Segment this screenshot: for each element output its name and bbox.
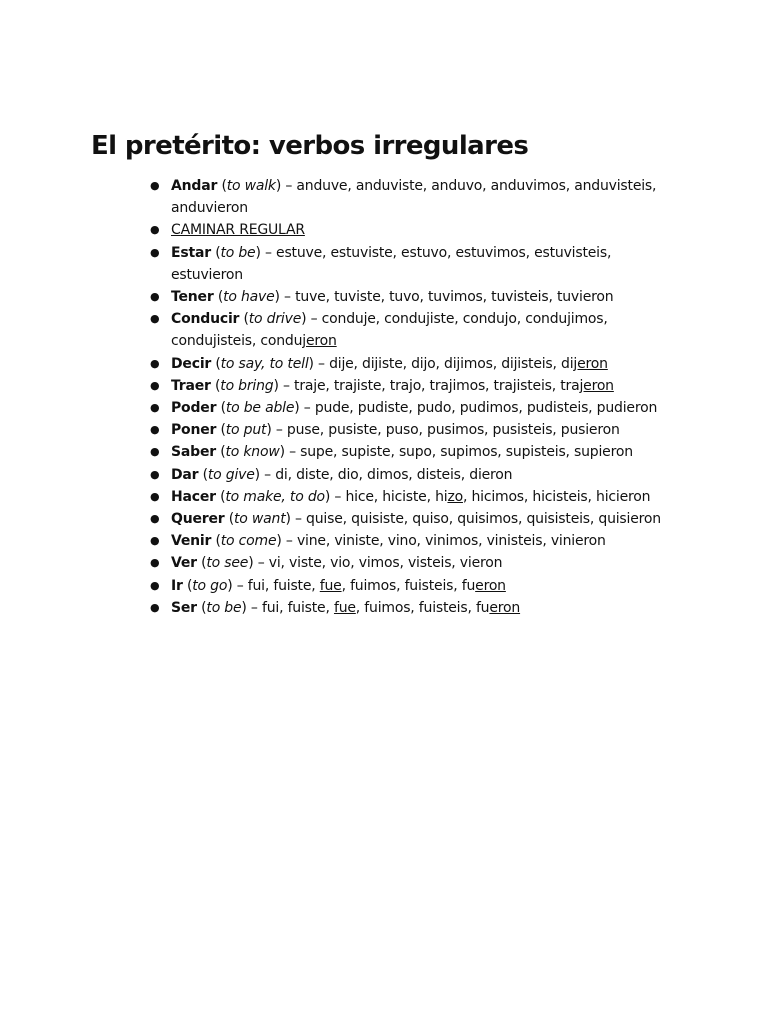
- verb-infinitive: Ver: [171, 555, 197, 572]
- verb-list-item: [0, 530, 668, 552]
- verb-infinitive: Hacer: [171, 488, 216, 505]
- text-run: (: [215, 444, 226, 461]
- verb-list-item: [0, 508, 668, 530]
- verb-infinitive: Saber: [171, 444, 216, 461]
- underlined-text: CAMINAR REGULAR: [171, 222, 305, 239]
- underlined-text: zo: [447, 488, 463, 505]
- bullet-icon: ●: [150, 556, 160, 570]
- verb-infinitive: Querer: [171, 511, 225, 528]
- bullet-icon: ●: [150, 312, 160, 326]
- bullet-icon: ●: [150, 489, 160, 503]
- verb-list-item: [0, 397, 668, 419]
- english-translation: to give: [207, 466, 255, 483]
- underlined-text: jeron: [573, 355, 608, 372]
- english-translation: to see: [206, 555, 249, 572]
- text-run: ) – quise, quisiste, quiso, quisimos, quisisteis, quisieron: [285, 511, 661, 528]
- text-run: (: [215, 488, 226, 505]
- text-run: ) – hice, hiciste, hi: [324, 488, 448, 505]
- english-translation: to bring: [220, 377, 274, 394]
- verb-list: [0, 175, 768, 619]
- text-run: , fuimos, fuisteis, fu: [355, 599, 490, 616]
- verb-list-item: [0, 552, 668, 574]
- text-run: ) – tuve, tuviste, tuvo, tuvimos, tuvisteis, tuvieron: [274, 289, 614, 306]
- verb-list-item: [0, 419, 668, 441]
- underlined-text: fue: [319, 577, 342, 594]
- english-translation: to say, to tell: [220, 355, 309, 372]
- verb-list-item: [0, 597, 668, 619]
- verb-list-item: [0, 175, 668, 219]
- bullet-icon: ●: [150, 401, 160, 415]
- text-run: ) – fui, fuiste,: [227, 577, 320, 594]
- text-run: , hicimos, hicisteis, hicieron: [462, 488, 651, 505]
- english-translation: to put: [225, 422, 267, 439]
- text-run: ) – di, diste, dio, dimos, disteis, dieron: [254, 466, 513, 483]
- bullet-icon: ●: [150, 445, 160, 459]
- english-translation: to be: [206, 599, 242, 616]
- text-run: (: [211, 533, 221, 550]
- bullet-icon: ●: [150, 467, 160, 481]
- text-run: ) – conduje, condujiste, condujo, condujimos, condujisteis, condu: [171, 311, 608, 350]
- text-run: (: [213, 289, 224, 306]
- underlined-text: jeron: [579, 377, 614, 394]
- english-translation: to want: [233, 511, 286, 528]
- english-translation: to come: [220, 533, 277, 550]
- text-run: (: [210, 244, 221, 261]
- underlined-text: eron: [489, 599, 521, 616]
- bullet-icon: ●: [150, 512, 160, 526]
- text-run: ) – estuve, estuviste, estuvo, estuvimos, estuvisteis, estuvieron: [171, 244, 612, 283]
- text-run: (: [224, 511, 234, 528]
- verb-list-item: [0, 353, 668, 375]
- bullet-icon: ●: [150, 223, 160, 237]
- text-run: ) – vi, viste, vio, vimos, visteis, vieron: [248, 555, 503, 572]
- verb-infinitive: Decir: [171, 355, 212, 372]
- text-run: ) – pude, pudiste, pudo, pudimos, pudisteis, pudieron: [294, 400, 658, 417]
- verb-infinitive: Estar: [171, 244, 211, 261]
- english-translation: to know: [225, 444, 280, 461]
- text-run: (: [196, 599, 207, 616]
- verb-list-item: [0, 308, 668, 352]
- bullet-icon: ●: [150, 578, 160, 592]
- bullet-icon: ●: [150, 600, 160, 614]
- english-translation: to walk: [226, 178, 276, 194]
- page-title: El pretérito: verbos irregulares: [91, 131, 529, 161]
- text-run: (: [182, 577, 193, 594]
- bullet-icon: ●: [150, 378, 160, 392]
- text-run: (: [216, 400, 226, 417]
- bullet-icon: ●: [150, 290, 160, 304]
- verb-infinitive: Dar: [171, 466, 199, 483]
- text-run: ) – puse, pusiste, puso, pusimos, pusisteis, pusieron: [266, 422, 620, 439]
- text-run: (: [217, 178, 227, 194]
- text-run: ) – fui, fuiste,: [241, 599, 334, 616]
- text-run: (: [216, 422, 226, 439]
- verb-infinitive: Traer: [171, 377, 211, 394]
- english-translation: to have: [223, 289, 275, 306]
- verb-list-item: [0, 375, 668, 397]
- bullet-icon: ●: [150, 423, 160, 437]
- verb-infinitive: Venir: [171, 533, 212, 550]
- english-translation: to be: [220, 244, 256, 261]
- verb-infinitive: Poder: [171, 400, 217, 417]
- underlined-text: eron: [475, 577, 506, 594]
- verb-list-item: [0, 464, 668, 486]
- bullet-icon: ●: [150, 245, 160, 259]
- bullet-icon: ●: [150, 179, 160, 192]
- underlined-text: fue: [333, 599, 356, 616]
- verb-infinitive: Andar: [171, 178, 218, 194]
- verb-list-item: [0, 575, 668, 597]
- verb-list-item: [0, 486, 668, 508]
- english-translation: to make, to do: [225, 488, 325, 505]
- text-run: (: [196, 555, 207, 572]
- text-run: ) – dije, dijiste, dijo, dijimos, dijisteis, di: [308, 355, 574, 372]
- underlined-text: jeron: [302, 333, 337, 350]
- text-run: ) – vine, viniste, vino, vinimos, vinisteis, vinieron: [276, 533, 606, 550]
- verb-infinitive: Ser: [171, 599, 197, 616]
- verb-list-item: [0, 242, 668, 286]
- text-run: (: [239, 311, 249, 328]
- verb-list-item: [0, 286, 668, 308]
- bullet-icon: ●: [150, 534, 160, 548]
- text-run: (: [198, 466, 208, 483]
- verb-infinitive: Poner: [171, 422, 217, 439]
- verb-list-item: [0, 441, 668, 463]
- verb-infinitive: Conducir: [171, 311, 240, 328]
- text-run: (: [210, 377, 221, 394]
- bullet-icon: ●: [150, 356, 160, 370]
- text-run: ) – supe, supiste, supo, supimos, supisteis, supieron: [279, 444, 633, 461]
- english-translation: to be able: [225, 400, 295, 417]
- english-translation: to go: [192, 577, 228, 594]
- english-translation: to drive: [248, 311, 302, 328]
- verb-infinitive: Ir: [171, 577, 183, 594]
- text-run: , fuimos, fuisteis, fu: [341, 577, 476, 594]
- verb-infinitive: Tener: [171, 289, 214, 306]
- text-run: (: [211, 355, 221, 372]
- verb-list-item: [0, 219, 668, 241]
- text-run: ) – anduve, anduviste, anduvo, anduvimos, anduvisteis, anduvieron: [171, 178, 657, 217]
- text-run: ) – traje, trajiste, trajo, trajimos, trajisteis, tra: [273, 377, 580, 394]
